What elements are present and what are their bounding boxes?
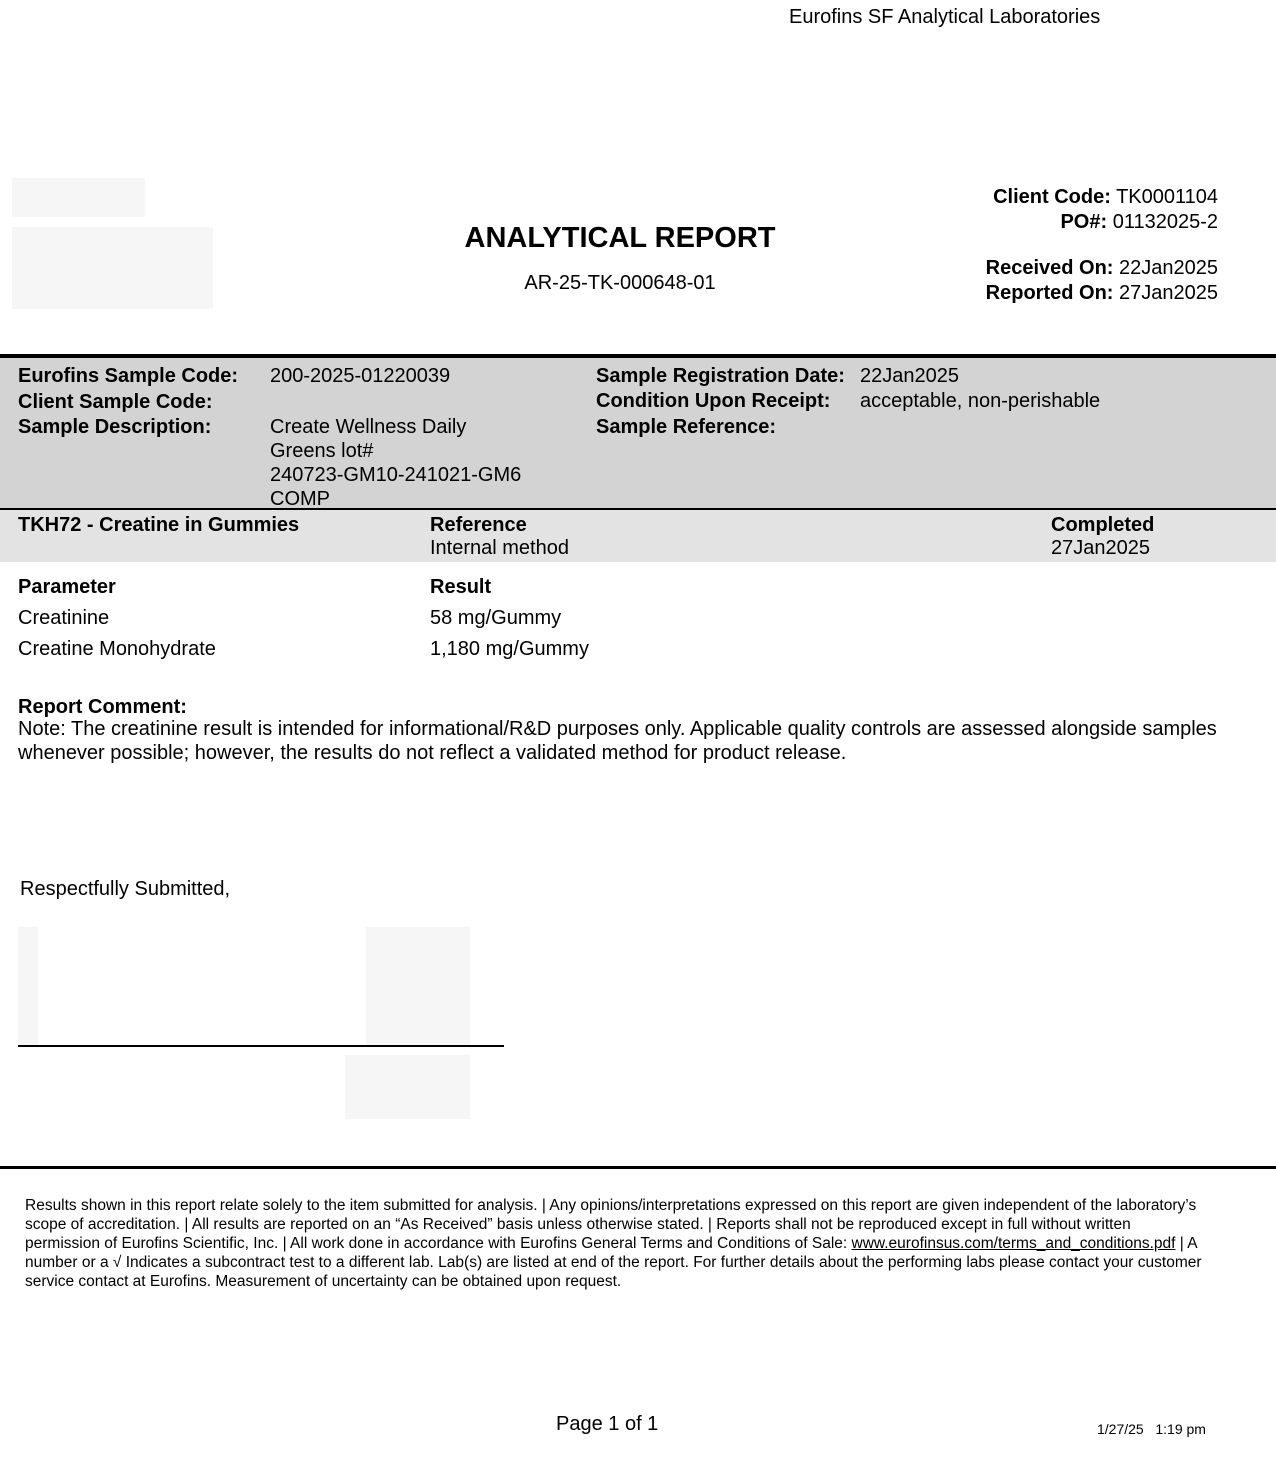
client-code-line [993, 186, 1218, 209]
condition-value: acceptable, non-perishable [860, 390, 1101, 412]
po-line [1060, 211, 1218, 234]
client-code-value: TK0001104 [1116, 186, 1218, 208]
eurofins-sample-code-value: 200-2025-01220039 [270, 365, 451, 387]
received-value: 22Jan2025 [1119, 257, 1218, 279]
client-code-label: Client Code: [993, 186, 1111, 208]
completed-value: 27Jan2025 [1051, 537, 1150, 559]
lab-name: Eurofins SF Analytical Laboratories [789, 6, 1101, 28]
method-band [0, 510, 1276, 562]
terms-link[interactable]: www.eurofinsus.com/terms_and_conditions.pdf [851, 1235, 1176, 1252]
registration-date-value: 22Jan2025 [860, 365, 959, 387]
method-reference-label: Reference [430, 514, 527, 536]
client-sample-code-label: Client Sample Code: [18, 391, 213, 413]
report-comment-text: Note: The creatinine result is intended for informational/R&D purposes only. Applicable quality controls are assessed alongside samples whenever possible; however, the results do not reflect a validated method for product release. [18, 718, 1217, 764]
received-label: Received On: [985, 257, 1114, 279]
page-number: Page 1 of 1 [556, 1413, 659, 1435]
description-line: Greens lot# [270, 440, 374, 462]
parameter-header: Parameter [18, 576, 116, 598]
result-cell: 58 mg/Gummy [430, 607, 562, 629]
condition-label: Condition Upon Receipt: [596, 390, 831, 412]
reported-line [986, 282, 1218, 305]
description-line: COMP [270, 488, 330, 510]
description-line: 240723-GM10-241021-GM6 [270, 464, 522, 486]
parameter-cell: Creatine Monohydrate [18, 638, 216, 660]
redacted-logo [12, 178, 145, 217]
received-line [986, 257, 1218, 280]
sample-info-box [0, 358, 1276, 510]
sample-description-label: Sample Description: [18, 416, 212, 438]
signature-line [18, 1045, 504, 1047]
completed-label: Completed [1051, 514, 1155, 536]
report-id: AR-25-TK-000648-01 [524, 272, 716, 294]
disclaimer-text: Results shown in this report relate solely to the item submitted for analysis. | Any opinions/interpretations expressed on this report are given independent of the laboratory’s scope of accreditation. | All results are reported on an “As Received” basis unless otherwise stated. | Reports shall not be reproduced except in full without written permission of Eurofins Scientific, Inc. | All work done in accordance with Eurofins General Terms and Conditions of Sale: [25, 1197, 1197, 1252]
report-title: ANALYTICAL REPORT [464, 222, 776, 254]
description-line: Create Wellness Daily [270, 416, 467, 438]
result-cell: 1,180 mg/Gummy [430, 638, 589, 660]
footer-disclaimer [25, 1196, 1205, 1291]
result-header: Result [430, 576, 492, 598]
method-name: TKH72 - Creatine in Gummies [18, 514, 300, 536]
report-comment-label: Report Comment: [18, 696, 187, 718]
redacted-signature [18, 927, 38, 1045]
sample-description-value [270, 415, 521, 511]
method-reference-value: Internal method [430, 537, 569, 559]
disclaimer-text: | A number or a √ Indicates a subcontract test to a different lab. Lab(s) are listed at end of the report. For further details about the performing labs please contact your customer service contact at Eurofins. Measurement of uncertainty can be obtained upon request. [25, 1235, 1202, 1290]
po-label: PO#: [1060, 211, 1108, 233]
sample-reference-label: Sample Reference: [596, 416, 777, 438]
redacted-signature [366, 927, 470, 1045]
eurofins-sample-code-label: Eurofins Sample Code: [18, 365, 239, 387]
registration-date-label: Sample Registration Date: [596, 365, 845, 387]
print-timestamp: 1/27/25 1:19 pm [1097, 1421, 1206, 1437]
po-value: 01132025-2 [1112, 211, 1218, 233]
reported-label: Reported On: [985, 282, 1114, 304]
redacted-signer [345, 1055, 470, 1119]
footer-divider [0, 1166, 1276, 1169]
reported-value: 27Jan2025 [1119, 282, 1218, 304]
parameter-cell: Creatinine [18, 607, 110, 629]
closing-text: Respectfully Submitted, [20, 878, 231, 900]
